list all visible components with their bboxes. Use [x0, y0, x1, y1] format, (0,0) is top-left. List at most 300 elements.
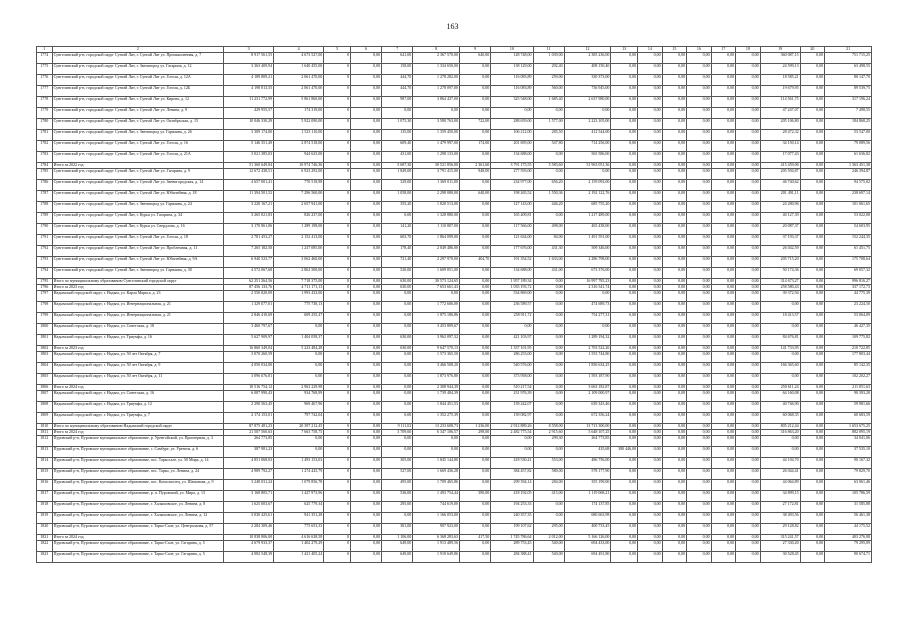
value-cell: 1 035 193,72: [491, 285, 533, 291]
value-cell: 797 742,04: [274, 413, 324, 424]
value-cell: 69 057,32: [825, 268, 872, 279]
value-cell: 16 974 746,36: [274, 163, 324, 169]
value-cell: 10 046 330,29: [224, 119, 274, 130]
value-cell: 3 709,60: [382, 430, 413, 436]
value-cell: 0,00: [662, 53, 686, 64]
value-cell: 0,00: [662, 374, 686, 385]
value-cell: 37 535,10: [825, 447, 872, 458]
value-cell: 116 083,89: [491, 86, 533, 97]
value-cell: 0,00: [687, 86, 711, 97]
value-cell: 191 354,52: [491, 257, 533, 268]
table-row: [37, 97, 872, 108]
value-cell: 0,00: [460, 302, 491, 313]
value-cell: 13 713 300,00: [564, 424, 611, 430]
value-cell: 3 220 167,21: [224, 202, 274, 213]
value-cell: 0,00: [611, 469, 638, 480]
table-row: [37, 374, 872, 385]
address-cell: Надымский городской округ, г. Надым, ул. Советская, д. 16: [52, 391, 223, 402]
value-cell: 0,00: [413, 108, 460, 119]
value-cell: 21 507 560,63: [224, 430, 274, 436]
value-cell: 0,00: [736, 64, 760, 75]
value-cell: 7 653 661,43: [413, 285, 460, 291]
value-cell: 2 192 122,76: [564, 191, 611, 202]
value-cell: 0,00: [533, 108, 564, 119]
value-cell: 1 274 443,79: [274, 469, 324, 480]
value-cell: 0,00: [350, 391, 381, 402]
value-cell: 0,00: [350, 430, 381, 436]
value-cell: 0,00: [662, 302, 686, 313]
value-cell: 89 539,75: [825, 86, 872, 97]
value-cell: 656,20: [533, 180, 564, 191]
value-cell: 0,00: [662, 346, 686, 352]
value-cell: 0,00: [687, 552, 711, 563]
value-cell: 0,00: [687, 279, 711, 285]
value-cell: 0,00: [611, 436, 638, 447]
value-cell: 2 385 236,00: [564, 53, 611, 64]
value-cell: 0,00: [711, 53, 735, 64]
value-cell: 128 748,00: [491, 53, 533, 64]
value-cell: 0,00: [800, 152, 824, 163]
value-cell: 1 217 489,00: [564, 213, 611, 224]
value-cell: 114 561,75: [760, 97, 800, 108]
table-row: [37, 213, 872, 224]
value-cell: 0,00: [638, 285, 662, 291]
value-cell: 0: [324, 163, 351, 169]
value-cell: 0,00: [350, 324, 381, 335]
value-cell: 0,00: [382, 385, 413, 391]
value-cell: 5 146 351,49: [224, 141, 274, 152]
row-number-cell: 1784: [37, 163, 53, 169]
value-cell: 16 997 785,23: [564, 279, 611, 285]
value-cell: 6 940 523,77: [224, 257, 274, 268]
value-cell: 210 722,85: [825, 346, 872, 352]
address-cell: Сунгелинский р-н, городской округ Сунгай Лит, г. Сунгай Лит ул. Проблемная, д. 11: [52, 246, 223, 257]
value-cell: 0,00: [611, 213, 638, 224]
value-cell: 0,00: [350, 313, 381, 324]
value-cell: 0,00: [711, 213, 735, 224]
address-cell: Сунгелинский р-н, городской округ Сунгай Лит, г. Сунгай Лит ул. Гоголя, д. 21А: [52, 152, 223, 163]
value-cell: 0,00: [800, 285, 824, 291]
value-cell: 0,00: [800, 491, 824, 502]
value-cell: 0,00: [460, 469, 491, 480]
value-cell: 0,00: [662, 97, 686, 108]
value-cell: 2 049 486,00: [413, 246, 460, 257]
value-cell: 0: [324, 302, 351, 313]
value-cell: 5 627 909,97: [224, 335, 274, 346]
value-cell: 0,00: [611, 169, 638, 180]
table-row: [37, 391, 872, 402]
value-cell: 54 603,95: [825, 224, 872, 235]
value-cell: 0,00: [491, 324, 533, 335]
value-cell: 0,00: [662, 469, 686, 480]
value-cell: 0,00: [350, 413, 381, 424]
value-cell: 0,00: [687, 391, 711, 402]
value-cell: 1 236,00: [460, 424, 491, 430]
column-number-cell: 15: [662, 47, 686, 53]
address-cell: Сунгелинский р-н, городской округ Сунгай Лит, г. Сунгай Лит ул. Гоголя, д. 16: [52, 141, 223, 152]
value-cell: 24 599,13: [760, 64, 800, 75]
value-cell: 1 166 053,00: [413, 513, 460, 524]
value-cell: 0,00: [736, 469, 760, 480]
value-cell: 560,00: [533, 86, 564, 97]
value-cell: 0: [324, 535, 351, 541]
value-cell: 0: [324, 324, 351, 335]
value-cell: 0: [324, 268, 351, 279]
value-cell: 1 237 085,00: [274, 246, 324, 257]
value-cell: 1 875 186,86: [413, 313, 460, 324]
value-cell: 53 547,00: [825, 130, 872, 141]
address-cell: Пуровский р-н, Пуровское муниципальное образование, р. Уренгойский, ул. Приозерная, д. 3: [52, 436, 223, 447]
value-cell: 5 223 484,28: [274, 346, 324, 352]
value-cell: 418 530,41: [491, 458, 533, 469]
value-cell: 2 061 470,00: [274, 86, 324, 97]
value-cell: 0,00: [711, 552, 735, 563]
value-cell: 0: [324, 224, 351, 235]
value-cell: 59 981,66: [825, 402, 872, 413]
row-number-cell: 1775: [37, 64, 53, 75]
value-cell: 0,00: [638, 202, 662, 213]
table-row: [37, 313, 872, 324]
address-cell: Сунгелинский р-н, городской округ Сунгай Лит, г. Сунгай Лит ул. Ленина, д. 9: [52, 108, 223, 119]
value-cell: 0,00: [736, 130, 760, 141]
value-cell: 0,00: [350, 291, 381, 302]
value-cell: 0: [324, 436, 351, 447]
value-cell: 277 593,00: [491, 169, 533, 180]
table-row: [37, 130, 872, 141]
value-cell: 0,00: [687, 268, 711, 279]
value-cell: 649,00: [382, 552, 413, 563]
value-cell: 0,00: [382, 513, 413, 524]
value-cell: 0,00: [350, 458, 381, 469]
value-cell: 0,00: [711, 163, 735, 169]
value-cell: 0,00: [611, 141, 638, 152]
value-cell: 0,00: [662, 552, 686, 563]
value-cell: 0,00: [350, 335, 381, 346]
value-cell: 609 255,47: [274, 313, 324, 324]
value-cell: 0: [324, 313, 351, 324]
value-cell: 1 075,30: [382, 119, 413, 130]
value-cell: 578 177,90: [564, 469, 611, 480]
value-cell: 0,00: [711, 424, 735, 430]
value-cell: 0: [324, 53, 351, 64]
value-cell: 0,00: [736, 335, 760, 346]
table-row: [37, 64, 872, 75]
value-cell: 1 352 275,39: [413, 413, 460, 424]
value-cell: 2 912 889,26: [491, 424, 533, 430]
value-cell: 1 553 744,80: [564, 352, 611, 363]
value-cell: 0,00: [736, 447, 760, 458]
value-cell: 0,00: [460, 268, 491, 279]
value-cell: 0,00: [760, 324, 800, 335]
value-cell: 0,00: [533, 279, 564, 285]
value-cell: 5 922 090,00: [274, 119, 324, 130]
value-cell: 0,00: [382, 108, 413, 119]
value-cell: 1 289 198,00: [274, 224, 324, 235]
value-cell: 0,00: [611, 246, 638, 257]
value-cell: 0,00: [662, 436, 686, 447]
value-cell: 7 663 758,75: [274, 430, 324, 436]
value-cell: 27 172,81: [760, 502, 800, 513]
value-cell: 360 087,15: [760, 53, 800, 64]
value-cell: 1 845 144,80: [413, 458, 460, 469]
value-cell: 0,00: [687, 524, 711, 535]
value-cell: 205 106,80: [760, 119, 800, 130]
value-cell: 0,00: [382, 413, 413, 424]
value-cell: 0,00: [350, 346, 381, 352]
table-row: [37, 363, 872, 374]
value-cell: 0,00: [687, 424, 711, 430]
value-cell: 0,00: [800, 108, 824, 119]
value-cell: 238 697,14: [825, 191, 872, 202]
value-cell: 0: [324, 458, 351, 469]
value-cell: 0,00: [611, 75, 638, 86]
value-cell: 944 625,00: [274, 152, 324, 163]
column-number-cell: 11: [533, 47, 564, 53]
value-cell: 177 676,00: [491, 246, 533, 257]
value-cell: 0,00: [382, 352, 413, 363]
value-cell: 0: [324, 169, 351, 180]
value-cell: 0,00: [638, 119, 662, 130]
value-cell: 0,00: [662, 402, 686, 413]
value-cell: 0,00: [460, 324, 491, 335]
value-cell: 0,00: [687, 447, 711, 458]
column-number-cell: 10: [491, 47, 533, 53]
address-cell: Пуровский р-н, Пуровское муниципальное образование, пос. Тарко, ул. Ленина, д. 24: [52, 469, 223, 480]
row-number-cell: 1788: [37, 202, 53, 213]
value-cell: 0,00: [711, 324, 735, 335]
page-number: 163: [446, 22, 459, 31]
value-cell: 84 676,81: [760, 335, 800, 346]
value-cell: 400 733,45: [564, 524, 611, 535]
value-cell: 510 217,54: [491, 385, 533, 391]
value-cell: 1 334 650,00: [413, 64, 460, 75]
value-cell: 0: [324, 119, 351, 130]
value-cell: 258 580,43: [760, 285, 800, 291]
value-cell: 465 438,00: [564, 224, 611, 235]
value-cell: 0,00: [800, 180, 824, 191]
value-cell: 0,00: [711, 480, 735, 491]
table-row: [37, 436, 872, 447]
value-cell: 553,00: [533, 458, 564, 469]
value-cell: 630,00: [382, 279, 413, 285]
value-cell: 0,00: [711, 191, 735, 202]
row-number-cell: 1783: [37, 152, 53, 163]
row-number-cell: 1801: [37, 335, 53, 346]
value-cell: 1 369 011,00: [413, 180, 460, 191]
value-cell: 0,00: [800, 119, 824, 130]
value-cell: 9 647 570,13: [413, 346, 460, 352]
value-cell: 4 572 067,68: [224, 268, 274, 279]
value-cell: 46 740,62: [760, 180, 800, 191]
table-row: [37, 324, 872, 335]
value-cell: 0,00: [800, 430, 824, 436]
value-cell: 0,00: [533, 363, 564, 374]
row-number-cell: 1814: [37, 458, 53, 469]
value-cell: 0,00: [662, 279, 686, 285]
value-cell: 0,00: [736, 413, 760, 424]
row-number-cell: 1800: [37, 324, 53, 335]
value-cell: 0,00: [491, 447, 533, 458]
value-cell: 295,00: [382, 502, 413, 513]
value-cell: 0,00: [611, 279, 638, 285]
value-cell: 0,00: [760, 374, 800, 385]
value-cell: 0: [324, 352, 351, 363]
value-cell: 0,00: [687, 119, 711, 130]
value-cell: 178,40: [382, 246, 413, 257]
value-cell: 0,00: [662, 324, 686, 335]
value-cell: 0,00: [460, 480, 491, 491]
value-cell: 1 079 856,78: [274, 480, 324, 491]
value-cell: 0,00: [638, 53, 662, 64]
value-cell: 0,00: [350, 402, 381, 413]
value-cell: 0,00: [736, 363, 760, 374]
value-cell: 0,00: [533, 285, 564, 291]
value-cell: 805 212,44: [760, 424, 800, 430]
value-cell: 0,00: [533, 324, 564, 335]
value-cell: 0,00: [662, 169, 686, 180]
value-cell: 0: [324, 541, 351, 552]
value-cell: 0,00: [736, 541, 760, 552]
value-cell: 0,00: [662, 235, 686, 246]
value-cell: 0,00: [460, 213, 491, 224]
value-cell: 7 296 560,00: [274, 191, 324, 202]
value-cell: 2 703 522,26: [564, 346, 611, 352]
value-cell: 640,00: [460, 53, 491, 64]
value-cell: 0,00: [662, 130, 686, 141]
row-number-cell: 1810: [37, 424, 53, 430]
value-cell: 0,00: [460, 152, 491, 163]
value-cell: 5 861 860,00: [274, 97, 324, 108]
value-cell: 0,00: [662, 257, 686, 268]
value-cell: 18 585,21: [760, 75, 800, 86]
address-cell: Сунгелинский р-н, городской округ Сунгай Лит, г. Звенигород ул. Гагарина, д. 12: [52, 64, 223, 75]
value-cell: 0,00: [382, 436, 413, 447]
value-cell: 0,00: [736, 535, 760, 541]
value-cell: 987,00: [382, 97, 413, 108]
value-cell: 0,00: [662, 313, 686, 324]
value-cell: 0,00: [638, 363, 662, 374]
value-cell: 0,00: [611, 268, 638, 279]
value-cell: 0: [324, 502, 351, 513]
value-cell: 139 242,07: [491, 402, 533, 413]
value-cell: 0,00: [611, 541, 638, 552]
value-cell: 0,00: [611, 224, 638, 235]
value-cell: 0,00: [350, 191, 381, 202]
value-cell: 3 170 861,06: [224, 224, 274, 235]
value-cell: 2 109 000,97: [564, 391, 611, 402]
value-cell: 0,00: [800, 302, 824, 313]
value-cell: 0,00: [638, 491, 662, 502]
value-cell: 826 237,00: [274, 213, 324, 224]
value-cell: 0: [324, 213, 351, 224]
address-cell: Надымский городской округ, г. Надым, ул. 50 лет Октября, д. 9: [52, 363, 223, 374]
row-number-cell: 1782: [37, 141, 53, 152]
value-cell: 431,00: [533, 268, 564, 279]
value-cell: 0,00: [800, 53, 824, 64]
value-cell: 11 394 501,52: [224, 191, 274, 202]
value-cell: 1 849,00: [382, 169, 413, 180]
value-cell: 0,00: [611, 352, 638, 363]
value-cell: 0,00: [662, 191, 686, 202]
value-cell: 0,00: [687, 413, 711, 424]
value-cell: 0,00: [687, 363, 711, 374]
value-cell: 90 167,32: [825, 458, 872, 469]
value-cell: 0,00: [711, 413, 735, 424]
value-cell: 0,00: [711, 202, 735, 213]
value-cell: 205 715,20: [760, 257, 800, 268]
value-cell: 3 962 097,32: [413, 335, 460, 346]
row-number-cell: 1791: [37, 235, 53, 246]
value-cell: 0,00: [460, 524, 491, 535]
value-cell: 0,00: [736, 385, 760, 391]
value-cell: 314 673,27: [760, 279, 800, 285]
value-cell: 5 648 107,25: [564, 430, 611, 436]
value-cell: 0,00: [350, 424, 381, 430]
value-cell: 0,00: [711, 75, 735, 86]
value-cell: 630,00: [382, 335, 413, 346]
value-cell: 315 241,57: [760, 535, 800, 541]
value-cell: 0,00: [611, 53, 638, 64]
value-cell: 0,00: [800, 363, 824, 374]
row-number-cell: 1794: [37, 268, 53, 279]
value-cell: 201 491,11: [760, 191, 800, 202]
value-cell: 1 640 455,00: [274, 64, 324, 75]
value-cell: 0,00: [611, 302, 638, 313]
row-number-cell: 1820: [37, 524, 53, 535]
value-cell: 0,00: [736, 430, 760, 436]
value-cell: 0,00: [687, 469, 711, 480]
value-cell: 0: [324, 191, 351, 202]
value-cell: 0,00: [638, 191, 662, 202]
value-cell: 0,00: [350, 491, 381, 502]
value-cell: 0,00: [711, 436, 735, 447]
value-cell: 0,00: [611, 191, 638, 202]
value-cell: 0,00: [736, 513, 760, 524]
value-cell: 0,00: [350, 235, 381, 246]
value-cell: 165 409,81: [491, 213, 533, 224]
value-cell: 1 337 101,95: [491, 346, 533, 352]
row-number-cell: 1779: [37, 108, 53, 119]
value-cell: 0,00: [382, 363, 413, 374]
value-cell: 0,00: [382, 324, 413, 335]
value-cell: 174 319,00: [274, 108, 324, 119]
table-row: [37, 480, 872, 491]
value-cell: 29 128,82: [760, 524, 800, 535]
value-cell: 444,70: [382, 86, 413, 97]
value-cell: 0,00: [638, 469, 662, 480]
value-cell: 0,00: [460, 552, 491, 563]
value-cell: 714 256,00: [564, 141, 611, 152]
value-cell: 292,40: [533, 64, 564, 75]
value-cell: 0,00: [800, 202, 824, 213]
value-cell: 26 042,59: [760, 246, 800, 257]
table-row: [37, 202, 872, 213]
value-cell: 0,00: [460, 291, 491, 302]
value-cell: 0,00: [662, 502, 686, 513]
address-cell: Пуровский р-н, Пуровское муниципальное образование, р. п. Пуровский, ул. Мира, д. 13: [52, 491, 223, 502]
value-cell: 5 583,60: [533, 163, 564, 169]
value-cell: 0,00: [350, 447, 381, 458]
value-cell: 289 753,45: [491, 541, 533, 552]
value-cell: 56 461,38: [825, 513, 872, 524]
value-cell: 0,00: [350, 302, 381, 313]
value-cell: 0,00: [460, 363, 491, 374]
value-cell: 0,00: [350, 163, 381, 169]
value-cell: 0,00: [611, 64, 638, 75]
value-cell: 0,00: [662, 119, 686, 130]
value-cell: 3 864 437,00: [413, 97, 460, 108]
table-row: [37, 180, 872, 191]
